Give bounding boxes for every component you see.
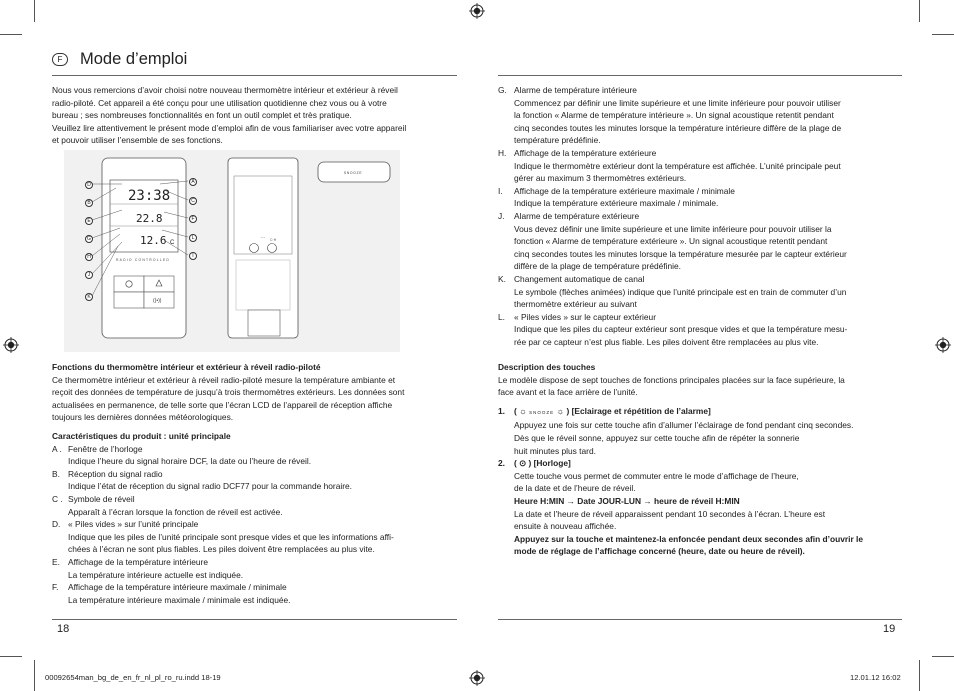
registration-mark-icon	[935, 337, 951, 353]
file-slug: 00092654man_bg_de_en_fr_nl_pl_ro_ru.indd 18-19	[45, 673, 221, 682]
key-item-2: 2. ( ⊙ ) [Horloge]	[498, 458, 571, 469]
feature-item: F. Affichage de la température intérieure maximale / minimale	[52, 582, 287, 593]
footer-rule	[52, 619, 457, 620]
page-number: 18	[57, 623, 70, 635]
callout-letter: H	[85, 253, 93, 261]
clock-icon: ⊙	[519, 458, 527, 469]
sun-icon: ☼	[519, 405, 527, 416]
feature-item: G. Alarme de température intérieure	[498, 85, 637, 95]
feature-item: K. Changement automatique de canal	[498, 273, 645, 284]
page-title: Mode d’emploi	[80, 50, 188, 68]
feature-item: E. Affichage de la température intérieure	[52, 556, 208, 567]
product-diagram	[64, 150, 400, 352]
print-date: 12.01.12 16:02	[850, 673, 901, 682]
features-continued: G. Alarme de température intérieure Commencez par définir une limite supérieure et une limite inférieure pour pouvoir utiliser la fonction « Alarme de température intérieure ». Un signal acoustique retentit pendant cinq secondes toutes les minutes lorsque la température intérieure diffère de la plage de température prédéfinie. H. Affichage de la température extérieure Indique le thermomètre extérieur dont la température est affichée. L’unité principale peut gérer au maximum 3 thermomètres extérieurs. I. Affichage de la température extérieure maximale / minimale Indique la température extérieure maximale / minimale. J. Alarme de température extérieure Vous devez définir une limite supérieure et une limite inférieure pour pouvoir utiliser la fonction « Alarme de température extérieure ». Un signal acoustique retentit pendant cinq secondes toutes les minutes lorsque la température mesurée par le capteur extérieur diffère de la plage de température prédéfinie. K. Changement automatique de canal Le symbole (flèches animées) indique que l’unité principale est en train de commuter d’un thermomètre extérieur au suivant L. « Piles vides » sur le capteur extérieur Indique que les piles du capteur extérieur sont presque vides et que la température mesu- rée par ce capteur n’est plus fiable. Les piles doivent être remplacées au plus vite.	[498, 85, 848, 347]
registration-mark-icon	[3, 337, 19, 353]
lcd-time: 23:38	[128, 188, 171, 204]
page-number: 19	[883, 623, 896, 635]
crop-mark	[919, 0, 920, 22]
crop-mark	[34, 0, 35, 22]
callout-letter: L	[189, 234, 197, 242]
clock-button	[114, 276, 144, 292]
lcd-temp-out: 12.6	[140, 234, 167, 247]
lcd-unit: C	[170, 240, 175, 246]
feature-item: J. Alarme de température extérieure	[498, 210, 640, 221]
brand-label: RADIO CONTROLLED	[116, 258, 171, 262]
callout-letter: F	[189, 215, 197, 223]
minmax-button	[114, 292, 144, 308]
functions-section: Fonctions du thermomètre intérieur et extérieur à réveil radio-piloté Ce thermomètre intérieur et extérieur à réveil radio-piloté mesure la température ambiante et reçoit des données de température de jusqu’à trois thermomètres extérieurs. Les données sont actualisées en permanence, de telle sorte que l’écran LCD de l’appareil de réception affiche toujours les dernières données météorologiques.	[52, 362, 405, 423]
callout-letter: K	[85, 293, 93, 301]
footer-rule	[498, 619, 902, 620]
intro-paragraph: Nous vous remercions d’avoir choisi notre nouveau thermomètre intérieur et extérieur à réveil radio-piloté. Cet appareil a été conçu pour une utilisation quotidienne chez vous ou à votre bureau ; ses nombreuses fonctionnalités en font un outil complet et très pratique. Veuillez lire attentivement le présent mode d’emploi afin de vous familiariser avec votre appareil et pouvoir utiliser l’ensemble de ses fonctions.	[52, 85, 407, 146]
up-button	[144, 276, 174, 292]
sun-icon: ☼	[556, 405, 565, 416]
svg-text:C·H: C·H	[270, 238, 277, 242]
feature-item: C . Symbole de réveil	[52, 493, 135, 504]
section-heading: Fonctions du thermomètre intérieur et extérieur à réveil radio-piloté	[52, 362, 321, 372]
header-rule	[498, 75, 902, 76]
svg-text:((•)): ((•))	[153, 298, 162, 304]
language-badge: F	[52, 53, 68, 66]
callout-letter: J	[85, 271, 93, 279]
crop-mark	[932, 656, 954, 657]
feature-item: B. Réception du signal radio	[52, 468, 163, 479]
crop-mark	[919, 660, 920, 691]
feature-item: I. Affichage de la température extérieure maximale / minimale	[498, 185, 735, 196]
feature-item: L. « Piles vides » sur le capteur extérieur	[498, 311, 656, 322]
callout-letter: G	[85, 235, 93, 243]
crop-mark	[0, 34, 22, 35]
section-heading: Caractéristiques du produit : unité principale	[52, 431, 231, 441]
feature-item: D. « Piles vides » sur l’unité principale	[52, 519, 199, 530]
callout-letter: I	[189, 252, 197, 260]
registration-mark-icon	[469, 670, 485, 686]
crop-mark	[0, 656, 22, 657]
svg-text:...: ...	[260, 234, 266, 240]
feature-item: A . Fenêtre de l’horloge	[52, 443, 143, 454]
feature-item: H. Affichage de la température extérieure	[498, 147, 657, 158]
registration-mark-icon	[469, 3, 485, 19]
key-item-1: 1. ( ☼ SNOOZE ☼ ) [Eclairage et répétition de l’alarme]	[498, 405, 711, 416]
crop-mark	[34, 660, 35, 691]
callout-letter: D	[85, 181, 93, 189]
callout-letter: C	[189, 197, 197, 205]
callout-letter: A	[189, 178, 197, 186]
svg-text:SNOOZE: SNOOZE	[344, 171, 363, 175]
header-rule	[52, 75, 457, 76]
features-section: Caractéristiques du produit : unité principale A . Fenêtre de l’horloge Indique l’heure du signal horaire DCF, la date ou l’heure de réveil. B. Réception du signal radio Indique l’état de réception du signal radio DCF77 pour la commande horaire. C . Symbole de réveil Apparaît à l’écran lorsque la fonction de réveil est activée. D. « Piles vides » sur l’unité principale Indique que les piles de l’unité principale sont presque vides et que les informations affi- chées à l’écran ne sont plus fiables. Les piles doivent être remplacées au plus vite. E. Affichage de la température intérieure La température intérieure actuelle est indiquée. F. Affichage de la température intérieure maximale / minimale La température intérieure maximale / minimale est indiquée.	[52, 431, 394, 605]
lcd-temp-in: 22.8	[136, 212, 163, 225]
crop-mark	[932, 34, 954, 35]
callout-letter: B	[85, 199, 93, 207]
keys-section: Description des touches Le modèle dispose de sept touches de fonctions principales placées sur la face supérieure, la face avant et la face arrière de l’unité. 1. ( ☼ SNOOZE ☼ ) [Eclairage et répétition de l’alarme] Appuyez une fois sur cette touche afin d’allumer l’éclairage de fond pendant cinq secondes. Dès que le réveil sonne, appuyez sur cette touche afin de répéter la sonnerie huit minutes plus tard. 2. ( ⊙ ) [Horloge] Cette touche vous permet de commuter entre le mode d’affichage de l’heure, de la date et de l’heure de réveil. Heure H:MIN → Date JOUR-LUN → heure de réveil H:MIN La date et l’heure de réveil apparaissent pendant 10 secondes à l’écran. L’heure est ensuite à nouveau affichée. Appuyez sur la touche et maintenez-la enfoncée pendant deux secondes afin d’ouvrir le mode de réglage de l’affichage concerné (heure, date ou heure de réveil).	[498, 362, 864, 557]
section-heading: Description des touches	[498, 362, 596, 372]
callout-letter: E	[85, 217, 93, 225]
